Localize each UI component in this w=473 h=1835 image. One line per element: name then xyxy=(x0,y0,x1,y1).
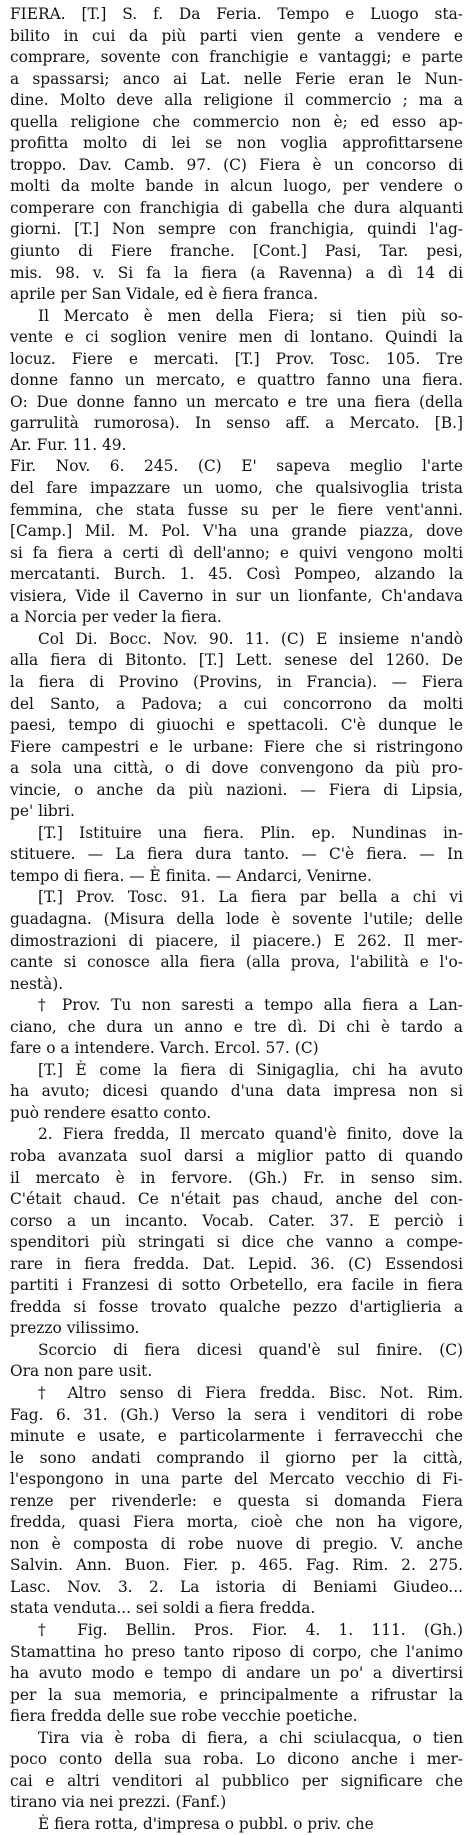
text-line: vente e ci soglion venire men di lontano. Quindi la xyxy=(10,328,463,347)
text-line: spenditori più stringati si dice che vanno a compe- xyxy=(10,1233,463,1252)
text-line: giorni. [T.] Non sempre con franchigia, quindi l'ag- xyxy=(10,220,463,239)
text-line: le sono andati comprando il giorno per la città, xyxy=(10,1448,463,1467)
text-line: Lasc. Nov. 3. 2. La istoria di Beniami Giudeo... xyxy=(10,1577,463,1596)
text-line: garrulità rumorosa). In senso aff. a Mercato. [B.] xyxy=(10,414,463,433)
text-line: fredda si fosse trovato qualche pezzo d'artiglieria a xyxy=(10,1297,463,1316)
text-line: a spassarsi; anco ai Lat. nelle Ferie eran le Nun- xyxy=(10,69,463,88)
text-line: profitta molto di lei se non voglia approfittarsene xyxy=(10,134,463,153)
text-line: È fiera rotta, d'impresa o pubbl. o priv. che xyxy=(38,1814,374,1833)
text-line: pe' libri. xyxy=(10,802,75,821)
text-line: [Camp.] Mil. M. Pol. V'ha una grande piazza, dove xyxy=(10,522,463,541)
text-line: del Santo, a Padova; a cui concorrono da molti xyxy=(10,694,463,713)
text-line: cai e altri venditori al pubblico per significare che xyxy=(10,1771,463,1790)
text-line: Salvin. Ann. Buon. Fier. p. 465. Fag. Rim. 2. 275. xyxy=(10,1556,463,1575)
text-line: nestà). xyxy=(10,974,64,993)
text-line: O: Due donne fanno un mercato e tre una fiera (della xyxy=(10,392,463,411)
text-line: Fir. Nov. 6. 245. (C) E' sapeva meglio l'arte xyxy=(10,457,463,476)
text-line: molti da molte bande in alcun luogo, per vendere o xyxy=(10,177,463,196)
text-line: [T.] Prov. Tosc. 91. La fiera par bella a chi vi xyxy=(38,888,463,907)
dictionary-entry xyxy=(10,4,463,1835)
text-line: prezzo vilissimo. xyxy=(10,1319,140,1338)
text-line: † Altro senso di Fiera fredda. Bisc. Not. Rim. xyxy=(38,1384,463,1402)
text-line: la fiera di Provino (Provins, in Francia). — Fiera xyxy=(10,672,463,691)
text-line: rare in fiera fredda. Dat. Lepid. 36. (C) Essendosi xyxy=(10,1254,463,1273)
text-line: Fag. 6. 31. (Gh.) Verso la sera i venditori di robe xyxy=(10,1405,463,1424)
text-line: può rendere esatto conto. xyxy=(10,1103,212,1122)
text-line: † Prov. Tu non saresti a tempo alla fiera a Lan- xyxy=(38,996,463,1015)
text-line: l'espongono in una parte del Mercato vecchio di Fi- xyxy=(10,1470,463,1489)
text-line: comprare, sovente con franchigie e vantaggi; e parte xyxy=(10,48,463,67)
text-line: giunto di Fiere franche. [Cont.] Pasi, Tar. pesi, xyxy=(10,242,463,261)
text-line: mis. 98. v. Si fa la fiera (a Ravenna) a dì 14 di xyxy=(10,263,463,282)
text-line: [T.] È come la fiera di Sinigaglia, chi ha avuto xyxy=(38,1060,463,1079)
text-line: ha avuto modo e tempo di andare un po' a divertirsi xyxy=(10,1664,463,1683)
text-line: fredda, quasi Fiera morta, cioè che non ha vigore, xyxy=(10,1513,463,1532)
text-line: del fare impazzare un uomo, che qualsivoglia trista xyxy=(10,479,463,498)
text-line: guadagna. (Misura della lode è sovente l'utile; delle xyxy=(10,909,463,928)
text-line: Il Mercato è men della Fiera; si tien più so- xyxy=(38,306,463,325)
text-line: stata venduta... sei soldi a fiera fredda. xyxy=(10,1599,316,1618)
text-line: fiera fredda delle sue robe vecchie poetiche. xyxy=(10,1707,358,1726)
text-line: stituere. — La fiera dura tanto. — C'è fiera. — In xyxy=(10,845,463,864)
text-line: roba avanzata suol darsi a miglior patto di quando xyxy=(10,1146,463,1165)
text-line: minute e usate, e particolarmente i ferravecchi che xyxy=(10,1427,463,1446)
text-line: corso a un incanto. Vocab. Cater. 37. E perciò i xyxy=(10,1211,463,1230)
text-line: non è composta di robe nuove di pregio. V. anche xyxy=(10,1534,463,1553)
text-line: per la sua memoria, e principalmente a rifrustar la xyxy=(10,1685,463,1704)
text-line: Ora non pare usit. xyxy=(10,1362,153,1381)
text-line: Fiere campestri e le urbane: Fiere che si ristringono xyxy=(10,737,463,756)
text-line: tirano via nei prezzi. (Fanf.) xyxy=(10,1793,227,1812)
text-line: dine. Molto deve alla religione il commercio ; ma a xyxy=(10,91,463,110)
text-line: femmina, che stata fusse su per le fiere vent'anni. xyxy=(10,500,463,519)
text-line: fare o a intendere. Varch. Ercol. 57. (C) xyxy=(10,1039,319,1058)
text-line: † Fig. Bellin. Pros. Fior. 4. 1. 111. (Gh.) xyxy=(38,1621,463,1640)
text-line: Stamattina ho preso tanto riposo di corpo, che l'animo xyxy=(10,1642,463,1661)
text-line: aprile per San Vidale, ed è fiera franca. xyxy=(10,285,319,304)
text-line: locuz. Fiere e mercati. [T.] Prov. Tosc. 105. Tre xyxy=(10,349,463,368)
text-line: FIERA. [T.] S. f. Da Feria. Tempo e Luogo sta- xyxy=(10,5,463,23)
text-line: Col Di. Bocc. Nov. 90. 11. (C) E insieme n'andò xyxy=(38,629,463,648)
text-line: il mercato è in fervore. (Gh.) Fr. in senso sim. xyxy=(10,1168,463,1187)
text-line: Tira via è roba di fiera, a chi sciulacqua, o tien xyxy=(38,1728,463,1747)
text-line: visiera, Vide il Caverno in sur un lionfante, Ch'andava xyxy=(10,586,463,605)
text-line: comperare con franchigia di gabella che dura alquanti xyxy=(10,198,463,217)
text-line: a Norcia per veder la fiera. xyxy=(10,608,222,627)
text-line: bilito in cui da più parti vien gente a vendere e xyxy=(10,26,463,45)
text-line: renze per rivenderle: e questa si domanda Fiera xyxy=(10,1491,463,1510)
text-line: mercatanti. Burch. 1. 45. Così Pompeo, alzando la xyxy=(10,565,463,584)
text-line: [T.] Istituire una fiera. Plin. ep. Nundinas in- xyxy=(38,823,463,842)
text-line: Ar. Fur. 11. 49. xyxy=(10,435,127,454)
text-line: alla fiera di Bitonto. [T.] Lett. senese del 1260. De xyxy=(10,651,463,670)
text-line: 2. Fiera fredda, Il mercato quand'è finito, dove la xyxy=(38,1125,463,1144)
text-line: quella religione che commercio non è; ed esso ap- xyxy=(10,112,463,131)
text-line: dimostrazioni di piacere, il piacere.) E 262. Il mer- xyxy=(10,931,463,950)
text-line: vincie, o anche da più nazioni. — Fiera di Lipsia, xyxy=(10,780,463,799)
text-line: paesi, tempo di giuochi e spettacoli. C'è dunque le xyxy=(10,716,463,735)
text-line: si fa fiera a certi dì dell'anno; e quivi vengono molti xyxy=(10,543,463,562)
text-line: ha avuto; dicesi quando d'una data impresa non si xyxy=(10,1082,463,1101)
text-line: donne fanno un mercato, e quattro fanno una fiera. xyxy=(10,371,463,390)
text-line: poco conto della sua roba. Lo dicono anche i mer- xyxy=(10,1750,463,1769)
text-line: cante si conosce alla fiera (alla prova, l'abilità e l'o- xyxy=(10,953,463,972)
text-line: ciano, che dura un anno e tre dì. Di chi è tardo a xyxy=(10,1017,463,1036)
text-line: partiti i Franzesi di sotto Orbetello, era facile in fiera xyxy=(10,1276,463,1295)
text-line: tempo di fiera. — È finita. — Andarci, Venirne. xyxy=(10,866,372,885)
text-line: troppo. Dav. Camb. 97. (C) Fiera è un concorso di xyxy=(10,155,463,174)
text-line: Scorcio di fiera dicesi quand'è sul finire. (C) xyxy=(38,1340,463,1359)
text-line: C'était chaud. Ce n'était pas chaud, anche del con- xyxy=(10,1190,463,1209)
text-line: a sola una città, o di dove convengono da più pro- xyxy=(10,759,463,778)
